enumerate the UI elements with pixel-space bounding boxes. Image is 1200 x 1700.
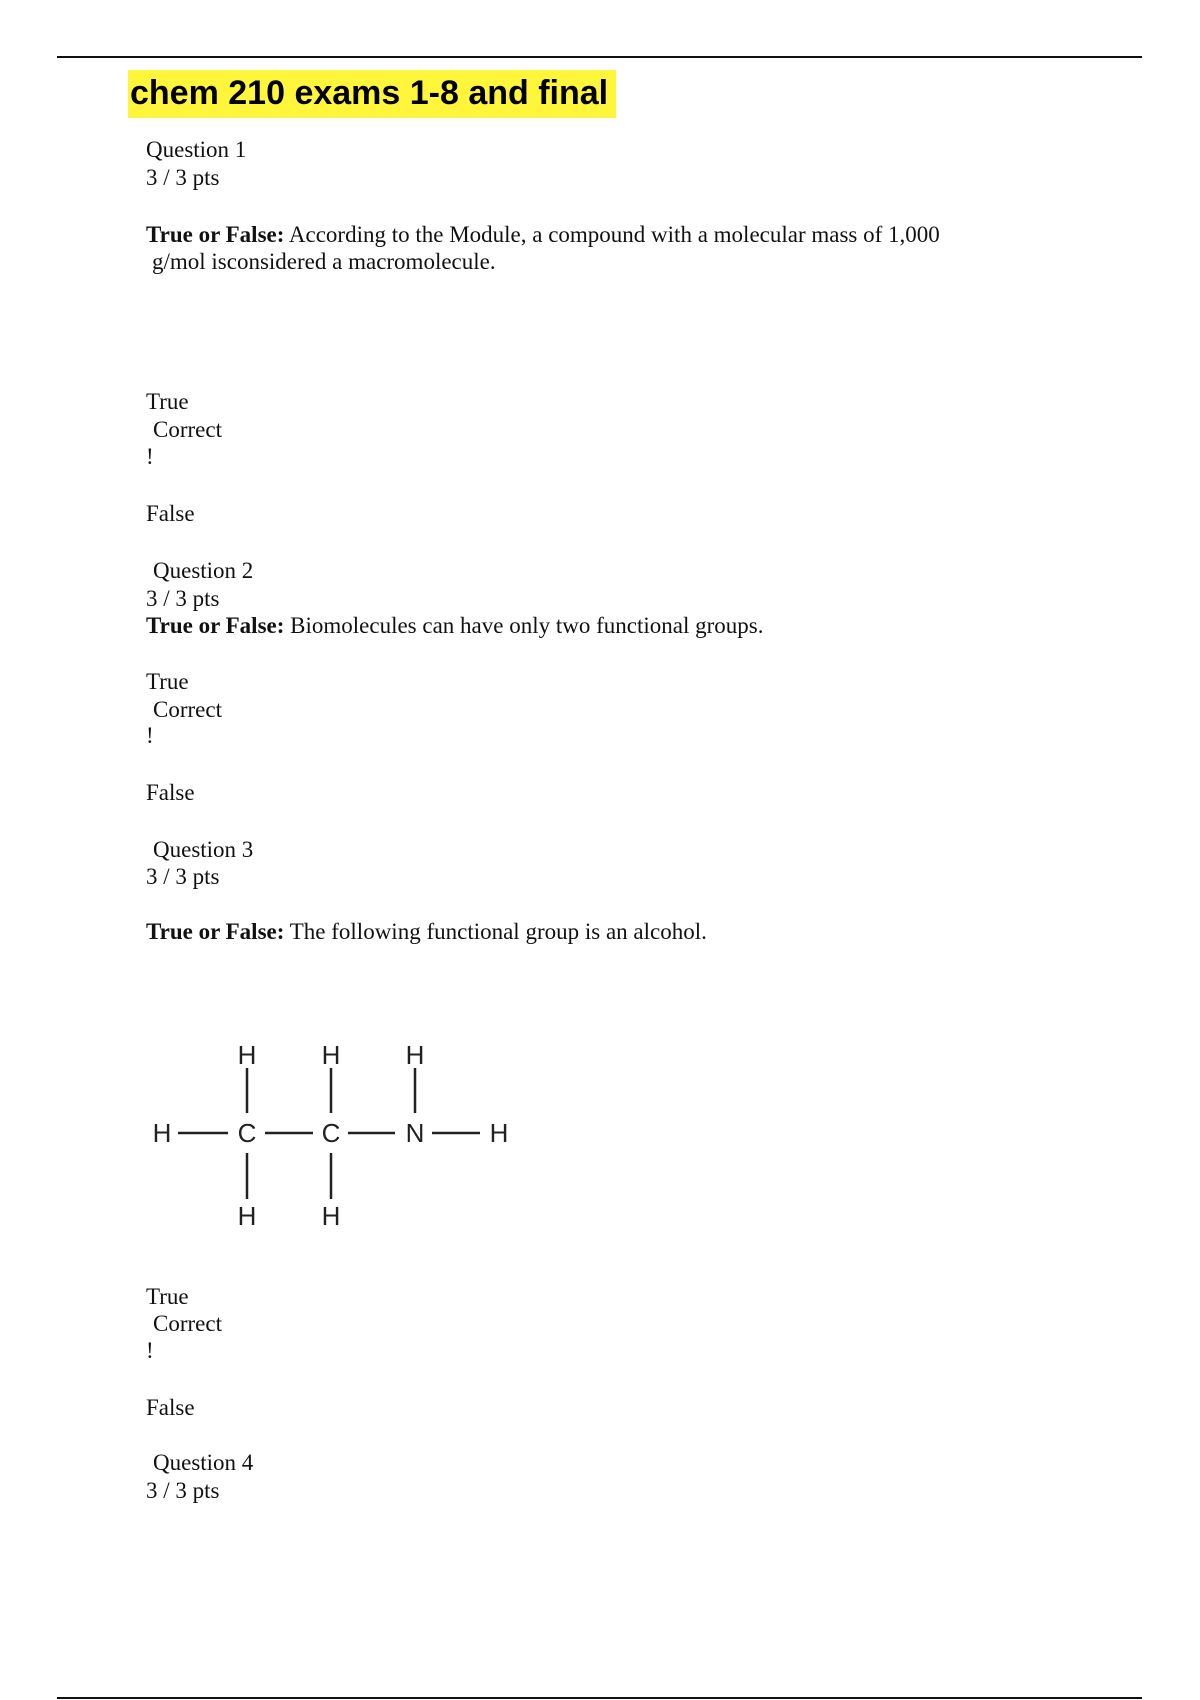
atom-h-c1-top: H (237, 1039, 257, 1070)
question-1-points: 3 / 3 pts (146, 165, 220, 190)
question-3-label: Question 3 (153, 837, 254, 862)
question-3-option-true[interactable]: True (146, 1284, 189, 1309)
question-2-prompt-lead: True or False: (146, 613, 285, 638)
question-2-prompt (146, 612, 1043, 639)
question-1-label: Question 1 (146, 137, 247, 162)
question-2-prompt-line1: Biomolecules can have only two functional groups. (290, 613, 764, 638)
question-3-correct-label: Correct (153, 1311, 222, 1336)
document-title: chem 210 exams 1-8 and final (128, 70, 616, 118)
question-1-correct-label: Correct (153, 417, 222, 442)
question-4-points: 3 / 3 pts (146, 1478, 220, 1503)
question-2-label: Question 2 (153, 558, 254, 583)
question-3-prompt (146, 918, 1043, 945)
atom-h-left: H (152, 1117, 172, 1148)
question-2-correct-label: Correct (153, 697, 222, 722)
question-1-prompt-lead: True or False: (146, 222, 285, 247)
question-1-option-true[interactable]: True (146, 389, 189, 414)
question-1-prompt (146, 221, 1043, 275)
atom-n: N (405, 1117, 425, 1148)
question-2-points: 3 / 3 pts (146, 586, 220, 611)
atom-h-right: H (489, 1117, 509, 1148)
question-2-option-false[interactable]: False (146, 780, 195, 805)
atom-c1: C (237, 1117, 257, 1148)
question-3-option-false[interactable]: False (146, 1395, 195, 1420)
question-1-correct-mark: ! (146, 444, 154, 469)
atom-h-c2-top: H (321, 1039, 341, 1070)
question-3-points: 3 / 3 pts (146, 864, 220, 889)
atom-h-c1-bottom: H (237, 1200, 257, 1231)
atom-h-c2-bottom: H (321, 1200, 341, 1231)
question-2-correct-mark: ! (146, 723, 154, 748)
question-3-correct-mark: ! (146, 1338, 154, 1363)
atom-h-n-top: H (405, 1039, 425, 1070)
ethylamine-structure (140, 1025, 530, 1245)
question-1-prompt-line1: According to the Module, a compound with a molecular mass of 1,000 (288, 222, 940, 247)
question-3-prompt-lead: True or False: (146, 919, 285, 944)
question-1-prompt-line2: g/mol isconsidered a macromolecule. (152, 249, 496, 274)
atom-c2: C (321, 1117, 341, 1148)
question-4-label: Question 4 (153, 1450, 254, 1475)
bottom-rule (57, 1697, 1142, 1699)
question-2-option-true[interactable]: True (146, 669, 189, 694)
question-1-option-false[interactable]: False (146, 501, 195, 526)
top-rule (57, 56, 1142, 58)
question-3-prompt-line1: The following functional group is an alcohol. (289, 919, 707, 944)
